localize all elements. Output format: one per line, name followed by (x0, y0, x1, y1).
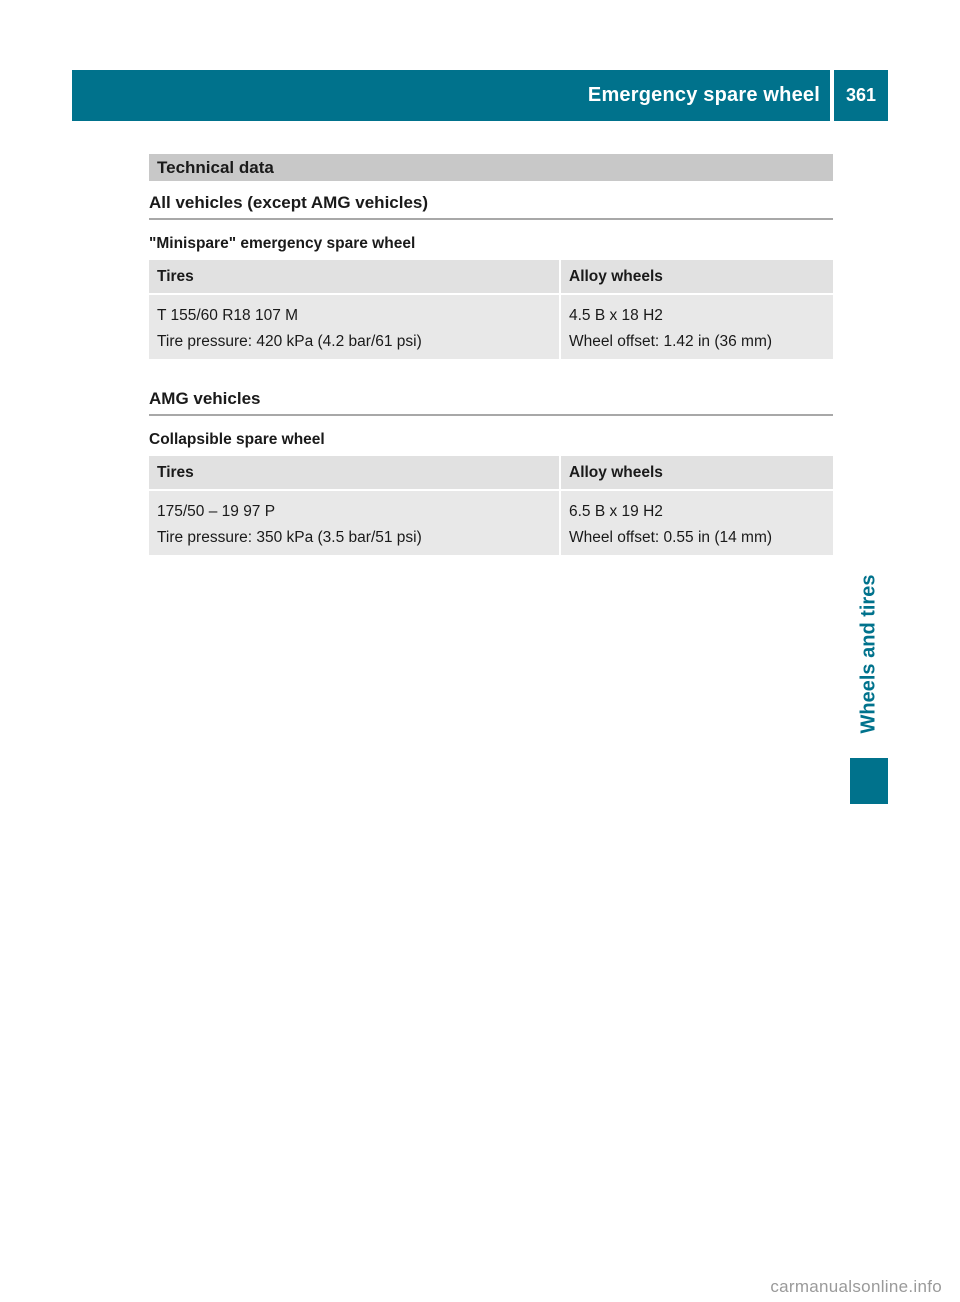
table-header-row (149, 260, 833, 295)
watermark: carmanualsonline.info (770, 1277, 942, 1296)
page-number: 361 (845, 85, 877, 105)
table-header-row (149, 456, 833, 491)
table-row (149, 491, 833, 555)
wheel-size: 4.5 B x 18 H2 (569, 307, 663, 324)
column-header-alloy-wheels: Alloy wheels (559, 260, 833, 295)
side-tab-label: Wheels and tires (857, 574, 880, 734)
header-title: Emergency spare wheel (587, 84, 820, 106)
column-header-alloy-wheels: Alloy wheels (559, 456, 833, 491)
wheels-cell (559, 295, 833, 359)
tires-cell (149, 295, 559, 359)
tire-size: 175/50 – 19 97 P (157, 503, 276, 520)
tire-pressure: Tire pressure: 420 kPa (4.2 bar/61 psi) (157, 333, 422, 350)
tires-cell (149, 491, 559, 555)
tire-pressure: Tire pressure: 350 kPa (3.5 bar/51 psi) (157, 529, 422, 546)
spec-table-minispare (149, 260, 833, 359)
wheel-offset: Wheel offset: 0.55 in (14 mm) (569, 529, 773, 546)
table-caption-collapsible: Collapsible spare wheel (149, 431, 325, 448)
side-tab (850, 556, 888, 752)
wheels-cell (559, 491, 833, 555)
section-heading: Technical data (149, 154, 833, 181)
wheel-offset: Wheel offset: 1.42 in (36 mm) (569, 333, 773, 350)
spec-table-collapsible (149, 456, 833, 555)
page-header (72, 70, 888, 121)
column-header-tires: Tires (149, 456, 559, 491)
column-header-tires: Tires (149, 260, 559, 295)
table-caption-minispare: "Minispare" emergency spare wheel (149, 235, 416, 252)
page-content (149, 154, 833, 555)
wheel-size: 6.5 B x 19 H2 (569, 503, 663, 520)
side-tab-marker (850, 758, 888, 804)
tire-size: T 155/60 R18 107 M (157, 307, 299, 324)
subsection-title-amg-vehicles: AMG vehicles (149, 389, 833, 416)
subsection-title-all-vehicles: All vehicles (except AMG vehicles) (149, 193, 833, 220)
table-row (149, 295, 833, 359)
